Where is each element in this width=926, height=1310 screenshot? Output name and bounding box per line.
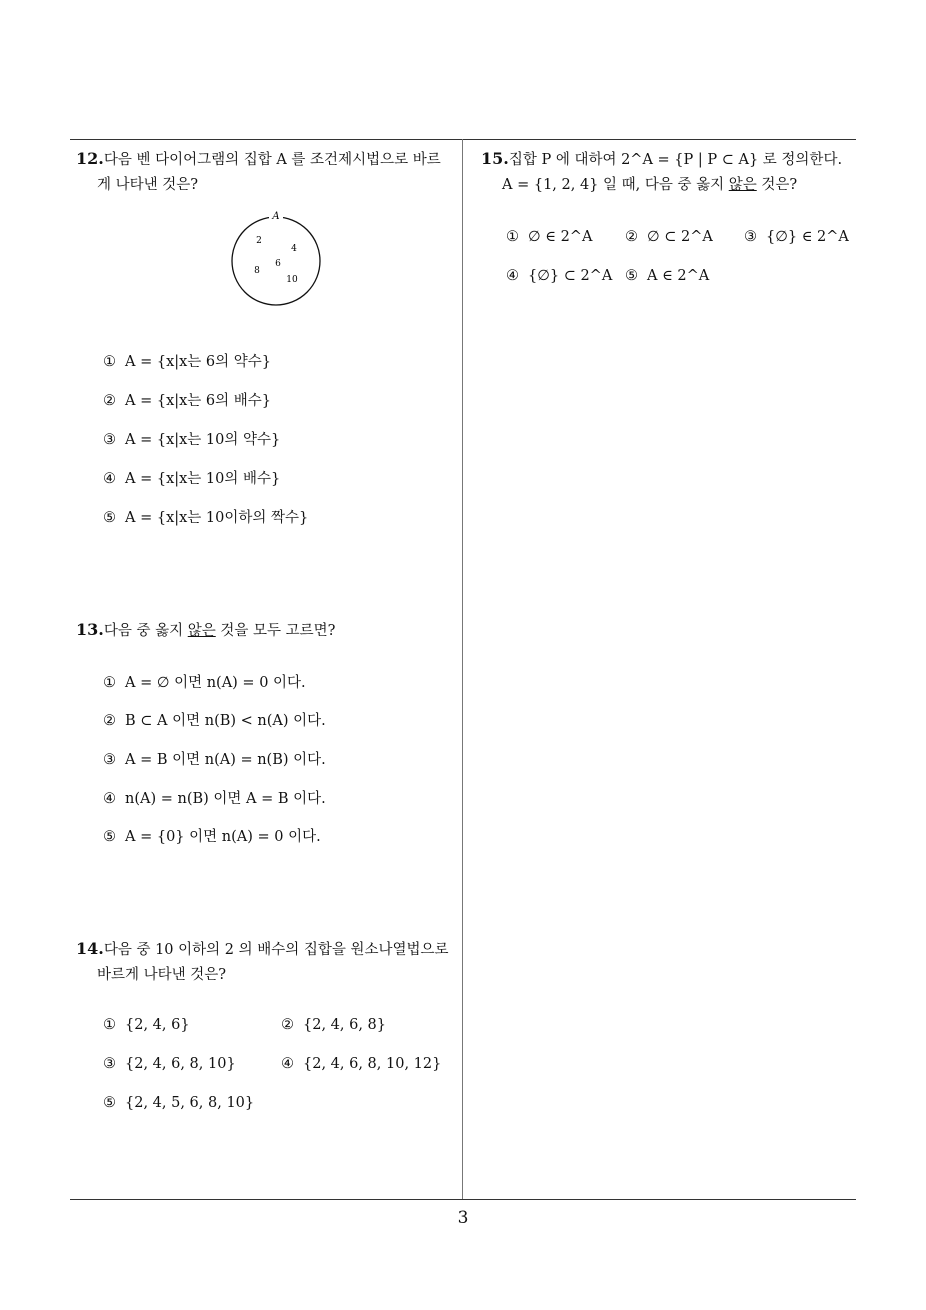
question-14-option-4[interactable]: ④ {2, 4, 6, 8, 10, 12} [281, 1056, 442, 1072]
question-12-option-5[interactable]: ⑤ A = {x|x는 10이하의 짝수} [103, 510, 309, 526]
underlined-not: 않은 [728, 177, 757, 193]
column-divider [462, 139, 463, 1199]
question-12-stem-1: 다음 벤 다이어그램의 집합 A 를 조건제시법으로 바르 [103, 152, 441, 168]
question-15-stem-2: A = {1, 2, 4} 일 때, 다음 중 옳지 않은 것은? [502, 177, 798, 193]
venn-label: A [272, 211, 280, 222]
question-12-option-1[interactable]: ① A = {x|x는 6의 약수} [103, 354, 272, 370]
question-12-option-2[interactable]: ② A = {x|x는 6의 배수} [103, 393, 272, 409]
bottom-rule [70, 1199, 856, 1200]
question-12-line1 [76, 146, 441, 173]
question-12-stem-2: 게 나타낸 것은? [97, 177, 199, 193]
question-13-option-3[interactable]: ③ A = B 이면 n(A) = n(B) 이다. [103, 752, 326, 768]
question-14-stem-2: 바르게 나타낸 것은? [97, 967, 227, 983]
question-15-line1: 15.집합 P 에 대하여 2^A = {P | P ⊂ A} 로 정의한다. [481, 149, 843, 168]
question-15-option-2[interactable]: ② ∅ ⊂ 2^A [625, 229, 713, 245]
question-12-number: 12. [76, 149, 104, 168]
venn-element: 8 [254, 266, 260, 276]
question-15-option-4[interactable]: ④ {∅} ⊂ 2^A [506, 268, 613, 284]
question-13-option-2[interactable]: ② B ⊂ A 이면 n(B) < n(A) 이다. [103, 713, 326, 729]
venn-element: 10 [286, 275, 298, 285]
question-15-option-3[interactable]: ③ {∅} ∈ 2^A [744, 229, 849, 245]
question-15-option-5[interactable]: ⑤ A ∈ 2^A [625, 268, 710, 284]
question-15-option-1[interactable]: ① ∅ ∈ 2^A [506, 229, 593, 245]
question-13-option-5[interactable]: ⑤ A = {0} 이면 n(A) = 0 이다. [103, 829, 321, 845]
question-14-option-3[interactable]: ③ {2, 4, 6, 8, 10} [103, 1056, 236, 1072]
page-number: 3 [457, 1208, 469, 1228]
question-12-option-3[interactable]: ③ A = {x|x는 10의 약수} [103, 432, 281, 448]
question-14-option-5[interactable]: ⑤ {2, 4, 5, 6, 8, 10} [103, 1095, 255, 1111]
question-13-line1: 13.다음 중 옳지 않은 것을 모두 고르면? [76, 620, 336, 639]
question-14-line1: 14.다음 중 10 이하의 2 의 배수의 집합을 원소나열법으로 [76, 939, 449, 958]
underlined-not: 않은 [187, 623, 216, 639]
question-14-option-2[interactable]: ② {2, 4, 6, 8} [281, 1017, 387, 1033]
venn-element: 2 [256, 236, 262, 246]
question-13-option-4[interactable]: ④ n(A) = n(B) 이면 A = B 이다. [103, 791, 326, 807]
venn-element: 4 [291, 244, 297, 254]
question-14-option-1[interactable]: ① {2, 4, 6} [103, 1017, 190, 1033]
question-15-number: 15. [481, 149, 509, 168]
venn-element: 6 [275, 259, 281, 269]
question-14-number: 14. [76, 939, 104, 958]
question-13-option-1[interactable]: ① A = ∅ 이면 n(A) = 0 이다. [103, 675, 306, 691]
question-13-number: 13. [76, 620, 104, 639]
top-rule [70, 139, 856, 140]
venn-diagram [230, 211, 324, 309]
question-12-option-4[interactable]: ④ A = {x|x는 10의 배수} [103, 471, 281, 487]
